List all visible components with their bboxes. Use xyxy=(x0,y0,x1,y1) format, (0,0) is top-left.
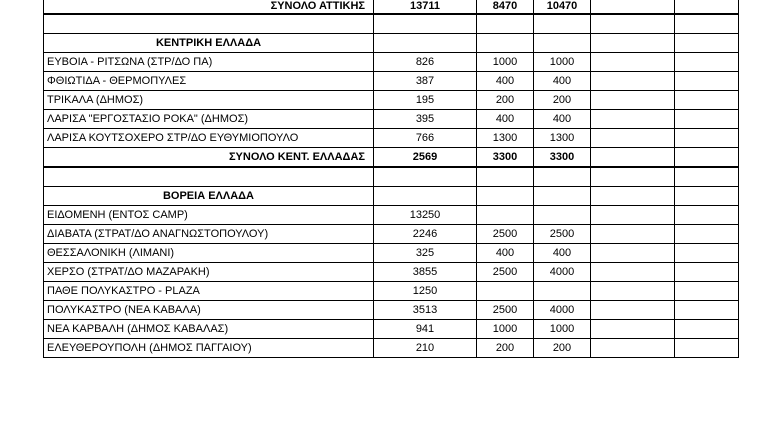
value-cell-1: 766 xyxy=(374,129,477,148)
value-cell-3: 400 xyxy=(534,72,591,91)
location-cell: ΘΕΣΣΑΛΟΝΙΚΗ (ΛΙΜΑΝΙ) xyxy=(44,244,374,263)
total-row xyxy=(44,0,739,14)
value-cell-3 xyxy=(534,187,591,206)
blank-cell-2 xyxy=(675,129,739,148)
location-cell: ΣΥΝΟΛΟ ΑΤΤΙΚΗΣ xyxy=(44,0,374,14)
value-cell-1 xyxy=(374,34,477,53)
blank-cell-2 xyxy=(675,244,739,263)
location-cell: ΚΕΝΤΡΙΚΗ ΕΛΛΑΔΑ xyxy=(44,34,374,53)
value-cell-3: 1300 xyxy=(534,129,591,148)
value-cell-1: 826 xyxy=(374,53,477,72)
value-cell-1: 195 xyxy=(374,91,477,110)
table-row xyxy=(44,91,739,110)
blank-cell-2 xyxy=(675,34,739,53)
blank-cell-2 xyxy=(675,53,739,72)
blank-cell-2 xyxy=(675,148,739,168)
value-cell-1: 3855 xyxy=(374,263,477,282)
blank-cell-1 xyxy=(591,110,675,129)
blank-cell-2 xyxy=(675,301,739,320)
value-cell-2: 8470 xyxy=(477,0,534,14)
blank-cell-2 xyxy=(675,263,739,282)
value-cell-1: 13250 xyxy=(374,206,477,225)
value-cell-2: 1300 xyxy=(477,129,534,148)
location-cell xyxy=(44,14,374,34)
blank-cell-2 xyxy=(675,110,739,129)
value-cell-1: 210 xyxy=(374,339,477,358)
location-cell: ΔΙΑΒΑΤΑ (ΣΤΡΑΤ/ΔΟ ΑΝΑΓΝΩΣΤΟΠΟΥΛΟΥ) xyxy=(44,225,374,244)
value-cell-2 xyxy=(477,206,534,225)
value-cell-3 xyxy=(534,282,591,301)
value-cell-3 xyxy=(534,14,591,34)
location-cell: ΣΥΝΟΛΟ ΚΕΝΤ. ΕΛΛΑΔΑΣ xyxy=(44,148,374,168)
capacity-table-body xyxy=(44,0,739,358)
value-cell-3: 1000 xyxy=(534,53,591,72)
blank-cell-1 xyxy=(591,187,675,206)
blank-cell-1 xyxy=(591,225,675,244)
value-cell-2 xyxy=(477,187,534,206)
capacity-table xyxy=(43,0,739,358)
value-cell-1 xyxy=(374,187,477,206)
value-cell-1: 13711 xyxy=(374,0,477,14)
blank-cell-1 xyxy=(591,148,675,168)
value-cell-2 xyxy=(477,167,534,187)
value-cell-2 xyxy=(477,34,534,53)
empty-row xyxy=(44,14,739,34)
value-cell-1: 3513 xyxy=(374,301,477,320)
empty-row xyxy=(44,167,739,187)
location-cell: ΦΘΙΩΤΙΔΑ - ΘΕΡΜΟΠΥΛΕΣ xyxy=(44,72,374,91)
total-row xyxy=(44,148,739,168)
table-row xyxy=(44,225,739,244)
table-row xyxy=(44,244,739,263)
table-row xyxy=(44,53,739,72)
table-row xyxy=(44,72,739,91)
value-cell-3: 200 xyxy=(534,339,591,358)
location-cell: ΝΕΑ ΚΑΡΒΑΛΗ (ΔΗΜΟΣ ΚΑΒΑΛΑΣ) xyxy=(44,320,374,339)
value-cell-3: 400 xyxy=(534,110,591,129)
table-row xyxy=(44,282,739,301)
value-cell-2: 200 xyxy=(477,339,534,358)
blank-cell-1 xyxy=(591,301,675,320)
value-cell-2: 400 xyxy=(477,110,534,129)
blank-cell-1 xyxy=(591,206,675,225)
location-cell: ΕΛΕΥΘΕΡΟΥΠΟΛΗ (ΔΗΜΟΣ ΠΑΓΓΑΙΟΥ) xyxy=(44,339,374,358)
value-cell-2: 2500 xyxy=(477,263,534,282)
location-cell: ΤΡΙΚΑΛΑ (ΔΗΜΟΣ) xyxy=(44,91,374,110)
location-cell: ΛΑΡΙΣΑ "ΕΡΓΟΣΤΑΣΙΟ ΡΟΚΑ" (ΔΗΜΟΣ) xyxy=(44,110,374,129)
location-cell: ΕΙΔΟΜΕΝΗ (ΕΝΤΟΣ CAMP) xyxy=(44,206,374,225)
table-row xyxy=(44,301,739,320)
blank-cell-2 xyxy=(675,167,739,187)
blank-cell-1 xyxy=(591,34,675,53)
blank-cell-2 xyxy=(675,320,739,339)
blank-cell-1 xyxy=(591,91,675,110)
value-cell-2 xyxy=(477,14,534,34)
section-header-row xyxy=(44,187,739,206)
table-row xyxy=(44,339,739,358)
blank-cell-2 xyxy=(675,0,739,14)
value-cell-3 xyxy=(534,167,591,187)
location-cell: ΠΑΘΕ ΠΟΛΥΚΑΣΤΡΟ - PLAZA xyxy=(44,282,374,301)
blank-cell-2 xyxy=(675,206,739,225)
value-cell-1: 941 xyxy=(374,320,477,339)
value-cell-2: 1000 xyxy=(477,53,534,72)
value-cell-1 xyxy=(374,14,477,34)
value-cell-1 xyxy=(374,167,477,187)
value-cell-3: 400 xyxy=(534,244,591,263)
value-cell-2: 200 xyxy=(477,91,534,110)
value-cell-3: 10470 xyxy=(534,0,591,14)
value-cell-2: 3300 xyxy=(477,148,534,168)
blank-cell-1 xyxy=(591,129,675,148)
table-row xyxy=(44,320,739,339)
value-cell-3: 3300 xyxy=(534,148,591,168)
location-cell: ΧΕΡΣΟ (ΣΤΡΑΤ/ΔΟ ΜΑΖΑΡΑΚΗ) xyxy=(44,263,374,282)
location-cell: ΒΟΡΕΙΑ ΕΛΛΑΔΑ xyxy=(44,187,374,206)
blank-cell-2 xyxy=(675,72,739,91)
value-cell-2 xyxy=(477,282,534,301)
value-cell-2: 1000 xyxy=(477,320,534,339)
section-header-row xyxy=(44,34,739,53)
value-cell-2: 400 xyxy=(477,244,534,263)
value-cell-3: 1000 xyxy=(534,320,591,339)
value-cell-3: 4000 xyxy=(534,263,591,282)
blank-cell-2 xyxy=(675,187,739,206)
table-row xyxy=(44,263,739,282)
value-cell-3: 2500 xyxy=(534,225,591,244)
value-cell-2: 400 xyxy=(477,72,534,91)
value-cell-1: 325 xyxy=(374,244,477,263)
location-cell: ΛΑΡΙΣΑ ΚΟΥΤΣΟΧΕΡΟ ΣΤΡ/ΔΟ ΕΥΘΥΜΙΟΠΟΥΛΟ xyxy=(44,129,374,148)
blank-cell-1 xyxy=(591,244,675,263)
table-row xyxy=(44,129,739,148)
value-cell-1: 1250 xyxy=(374,282,477,301)
blank-cell-2 xyxy=(675,91,739,110)
blank-cell-2 xyxy=(675,225,739,244)
value-cell-3: 4000 xyxy=(534,301,591,320)
blank-cell-1 xyxy=(591,320,675,339)
blank-cell-1 xyxy=(591,339,675,358)
location-cell: ΠΟΛΥΚΑΣΤΡΟ (ΝΕΑ ΚΑΒΑΛΑ) xyxy=(44,301,374,320)
table-row xyxy=(44,206,739,225)
location-cell xyxy=(44,167,374,187)
value-cell-1: 2246 xyxy=(374,225,477,244)
blank-cell-1 xyxy=(591,167,675,187)
blank-cell-1 xyxy=(591,14,675,34)
blank-cell-1 xyxy=(591,282,675,301)
value-cell-2: 2500 xyxy=(477,301,534,320)
value-cell-1: 395 xyxy=(374,110,477,129)
blank-cell-1 xyxy=(591,263,675,282)
value-cell-2: 2500 xyxy=(477,225,534,244)
value-cell-1: 2569 xyxy=(374,148,477,168)
value-cell-3: 200 xyxy=(534,91,591,110)
blank-cell-1 xyxy=(591,72,675,91)
blank-cell-2 xyxy=(675,339,739,358)
value-cell-3 xyxy=(534,206,591,225)
value-cell-3 xyxy=(534,34,591,53)
blank-cell-1 xyxy=(591,53,675,72)
blank-cell-2 xyxy=(675,282,739,301)
blank-cell-1 xyxy=(591,0,675,14)
value-cell-1: 387 xyxy=(374,72,477,91)
table-row xyxy=(44,110,739,129)
location-cell: ΕΥΒΟΙΑ - ΡΙΤΣΩΝΑ (ΣΤΡ/ΔΟ ΠΑ) xyxy=(44,53,374,72)
blank-cell-2 xyxy=(675,14,739,34)
